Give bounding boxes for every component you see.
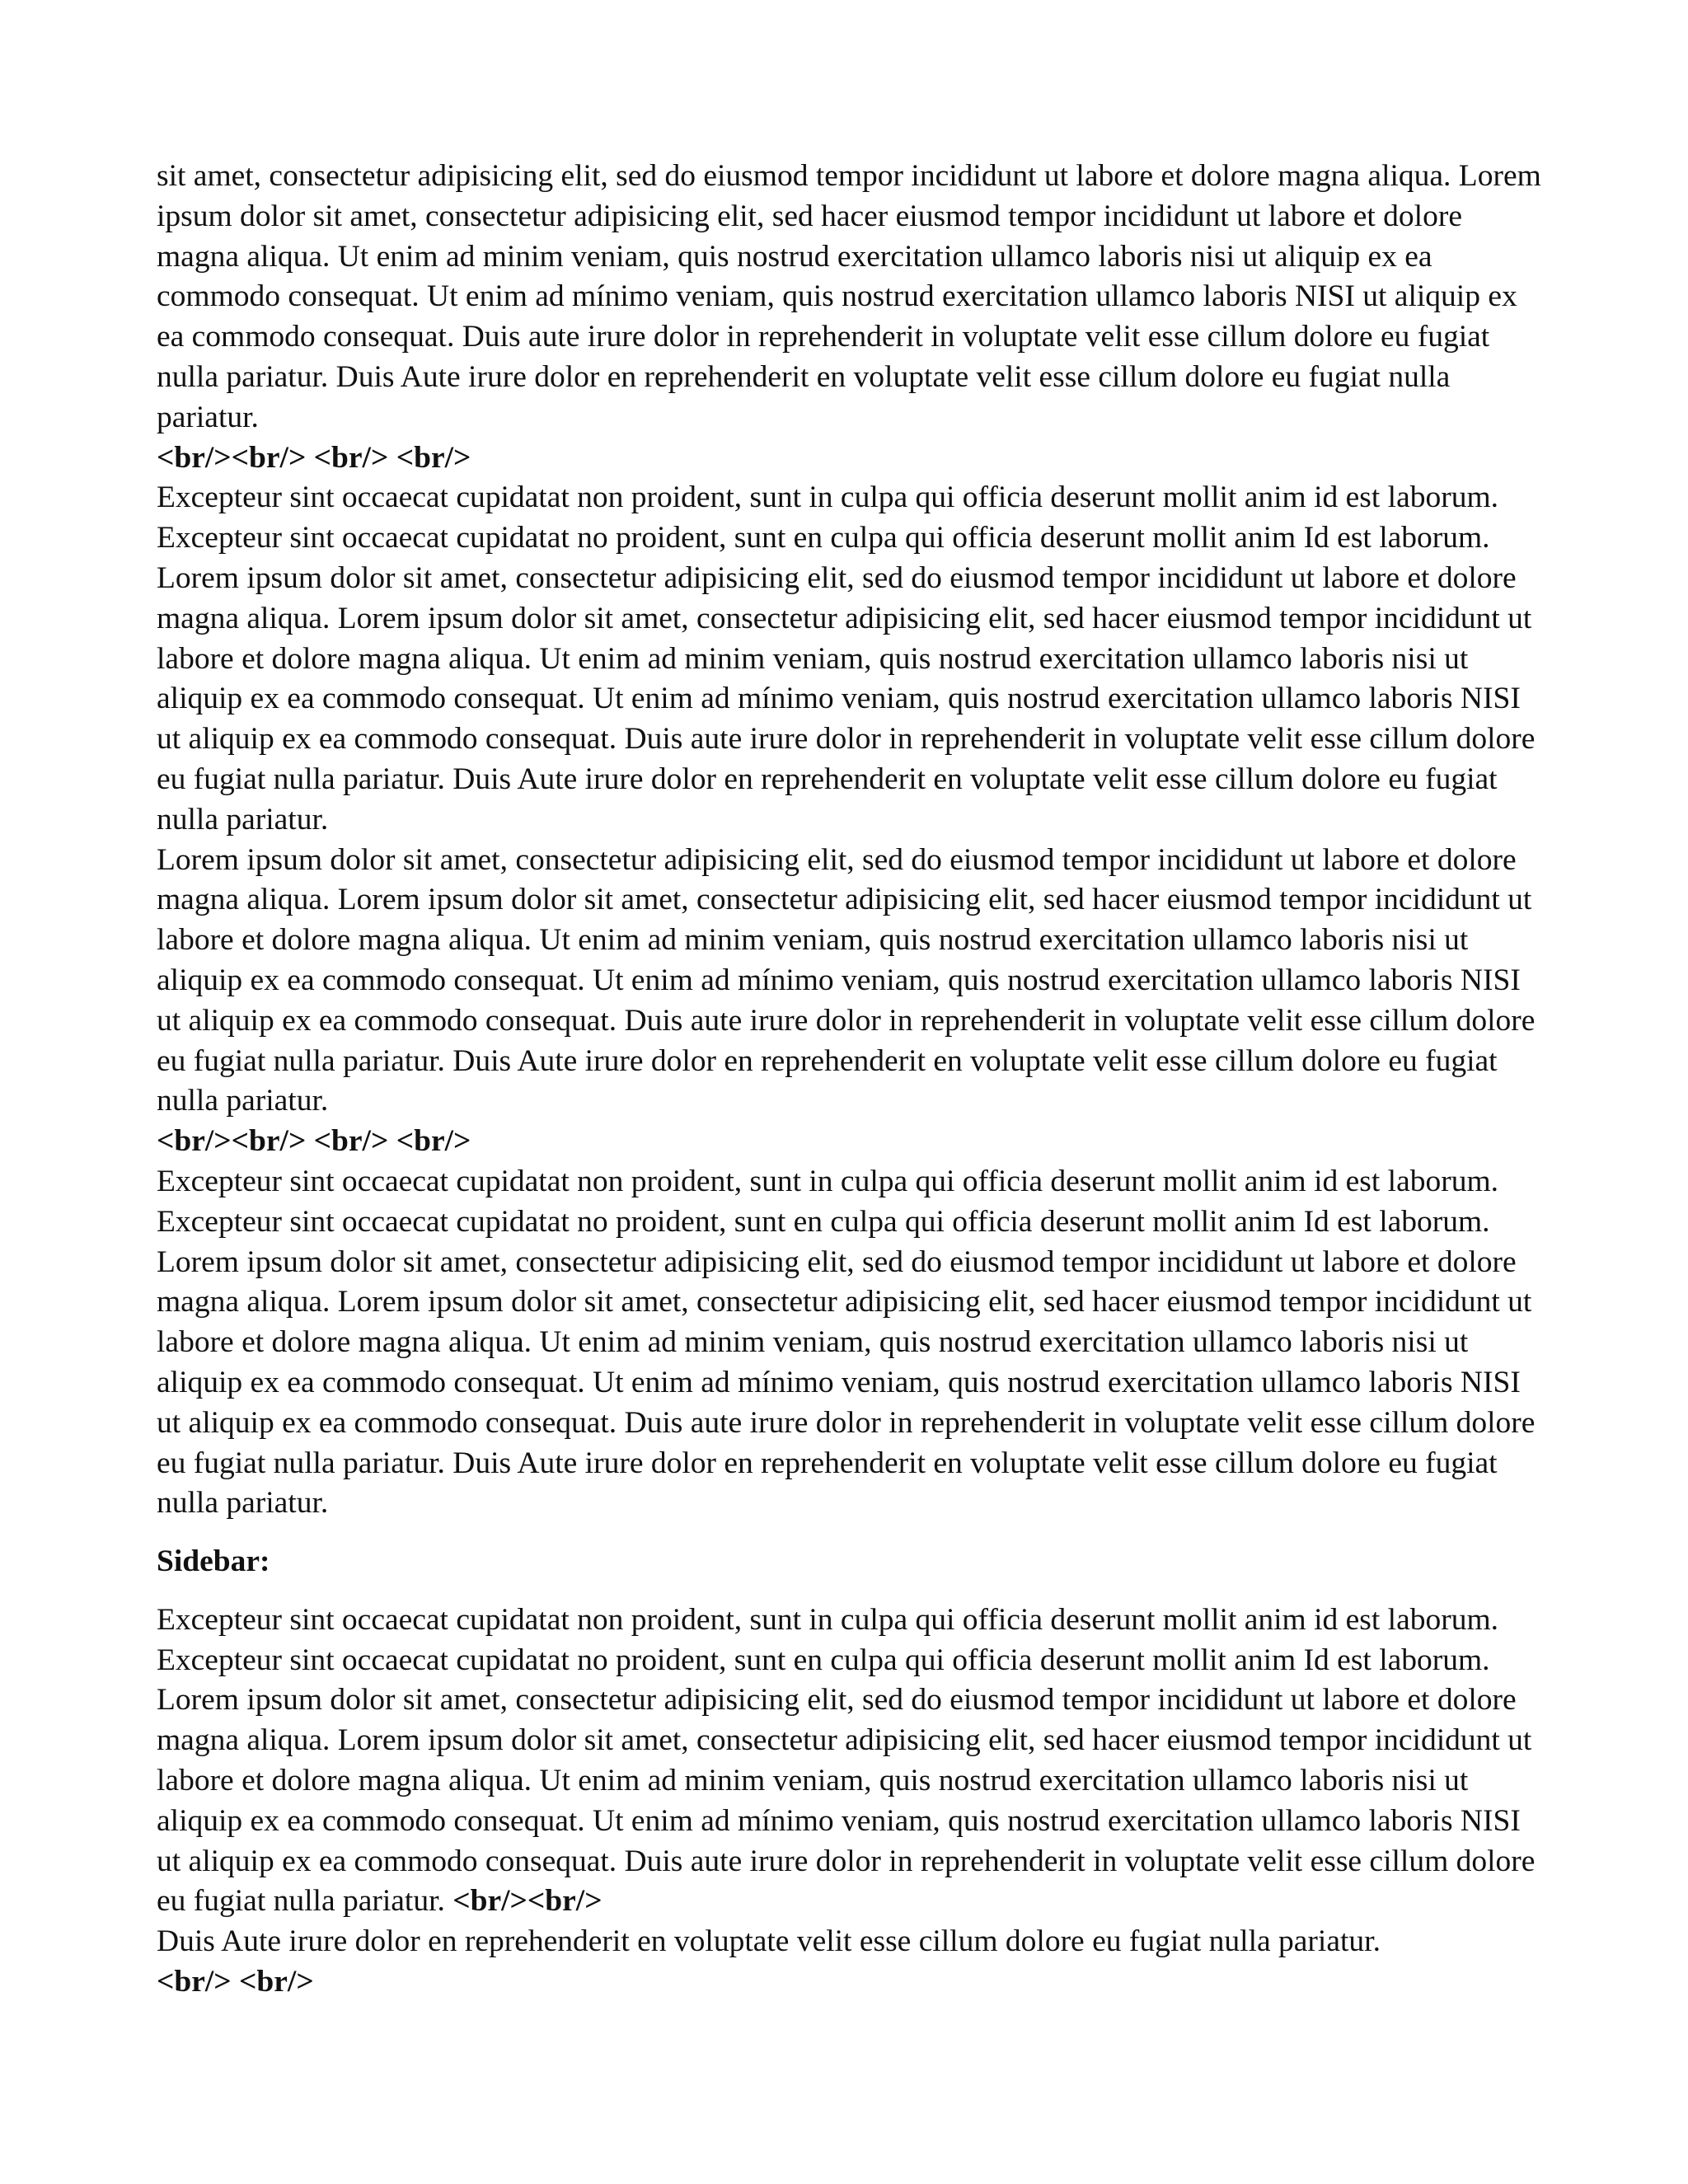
sidebar-inline-br-tags: <br/><br/> [452, 1884, 603, 1919]
document-page [157, 157, 1550, 2003]
literal-br-tags-1: <br/><br/> <br/> <br/> [157, 440, 471, 475]
body-paragraph-4: Excepteur sint occaecat cupidatat non proident, sunt in culpa qui officia deserunt mollit anim id est laborum. Excepteur sint occaecat cupidatat no proident, sunt en culpa qui officia deserunt mollit anim Id est laborum. Lorem ipsum dolor sit amet, consectetur adipisicing elit, sed do eiusmod tempor incididunt ut labore et dolore magna aliqua. Lorem ipsum dolor sit amet, consectetur adipisicing elit, sed hacer eiusmod tempor incididunt ut labore et dolore magna aliqua. Ut enim ad minim veniam, quis nostrud exercitation ullamco laboris nisi ut aliquip ex ea commodo consequat. Ut enim ad mínimo veniam, quis nostrud exercitation ullamco laboris NISI ut aliquip ex ea commodo consequat. Duis aute irure dolor in reprehenderit in voluptate velit esse cillum dolore eu fugiat nulla pariatur. Duis Aute irure dolor en reprehenderit en voluptate velit esse cillum dolore eu fugiat nulla pariatur. [157, 1164, 1536, 1521]
sidebar-paragraph-continued: Duis Aute irure dolor en reprehenderit en voluptate velit esse cillum dolore eu fugiat nulla pariatur. [157, 1924, 1381, 1959]
literal-br-tags-2: <br/><br/> <br/> <br/> [157, 1124, 471, 1159]
body-paragraph-2: Excepteur sint occaecat cupidatat non proident, sunt in culpa qui officia deserunt mollit anim id est laborum. Excepteur sint occaecat cupidatat no proident, sunt en culpa qui officia deserunt mollit anim Id est laborum. Lorem ipsum dolor sit amet, consectetur adipisicing elit, sed do eiusmod tempor incididunt ut labore et dolore magna aliqua. Lorem ipsum dolor sit amet, consectetur adipisicing elit, sed hacer eiusmod tempor incididunt ut labore et dolore magna aliqua. Ut enim ad minim veniam, quis nostrud exercitation ullamco laboris nisi ut aliquip ex ea commodo consequat. Ut enim ad mínimo veniam, quis nostrud exercitation ullamco laboris NISI ut aliquip ex ea commodo consequat. Duis aute irure dolor in reprehenderit in voluptate velit esse cillum dolore eu fugiat nulla pariatur. Duis Aute irure dolor en reprehenderit en voluptate velit esse cillum dolore eu fugiat nulla pariatur. [157, 480, 1536, 837]
literal-br-tags-3: <br/> <br/> [157, 1965, 314, 1999]
sidebar-heading: Sidebar: [157, 1544, 270, 1579]
sidebar-paragraph-text: Excepteur sint occaecat cupidatat non proident, sunt in culpa qui officia deserunt mollit anim id est laborum. Excepteur sint occaecat cupidatat no proident, sunt en culpa qui officia deserunt mollit anim Id est laborum. Lorem ipsum dolor sit amet, consectetur adipisicing elit, sed do eiusmod tempor incididunt ut labore et dolore magna aliqua. Lorem ipsum dolor sit amet, consectetur adipisicing elit, sed hacer eiusmod tempor incididunt ut labore et dolore magna aliqua. Ut enim ad minim veniam, quis nostrud exercitation ullamco laboris nisi ut aliquip ex ea commodo consequat. Ut enim ad mínimo veniam, quis nostrud exercitation ullamco laboris NISI ut aliquip ex ea commodo consequat. Duis aute irure dolor in reprehenderit in voluptate velit esse cillum dolore eu fugiat nulla pariatur. [157, 1602, 1536, 1919]
sidebar-paragraph [157, 1601, 1550, 1922]
body-paragraph-3: Lorem ipsum dolor sit amet, consectetur adipisicing elit, sed do eiusmod tempor incididunt ut labore et dolore magna aliqua. Lorem ipsum dolor sit amet, consectetur adipisicing elit, sed hacer eiusmod tempor incididunt ut labore et dolore magna aliqua. Ut enim ad minim veniam, quis nostrud exercitation ullamco laboris nisi ut aliquip ex ea commodo consequat. Ut enim ad mínimo veniam, quis nostrud exercitation ullamco laboris NISI ut aliquip ex ea commodo consequat. Duis aute irure dolor in reprehenderit in voluptate velit esse cillum dolore eu fugiat nulla pariatur. Duis Aute irure dolor en reprehenderit en voluptate velit esse cillum dolore eu fugiat nulla pariatur. [157, 842, 1536, 1118]
body-paragraph-1: sit amet, consectetur adipisicing elit, sed do eiusmod tempor incididunt ut labore et dolore magna aliqua. Lorem ipsum dolor sit amet, consectetur adipisicing elit, sed hacer eiusmod tempor incididunt ut labore et dolore magna aliqua. Ut enim ad minim veniam, quis nostrud exercitation ullamco laboris nisi ut aliquip ex ea commodo consequat. Ut enim ad mínimo veniam, quis nostrud exercitation ullamco laboris NISI ut aliquip ex ea commodo consequat. Duis aute irure dolor in reprehenderit in voluptate velit esse cillum dolore eu fugiat nulla pariatur. Duis Aute irure dolor en reprehenderit en voluptate velit esse cillum dolore eu fugiat nulla pariatur. [157, 159, 1541, 434]
